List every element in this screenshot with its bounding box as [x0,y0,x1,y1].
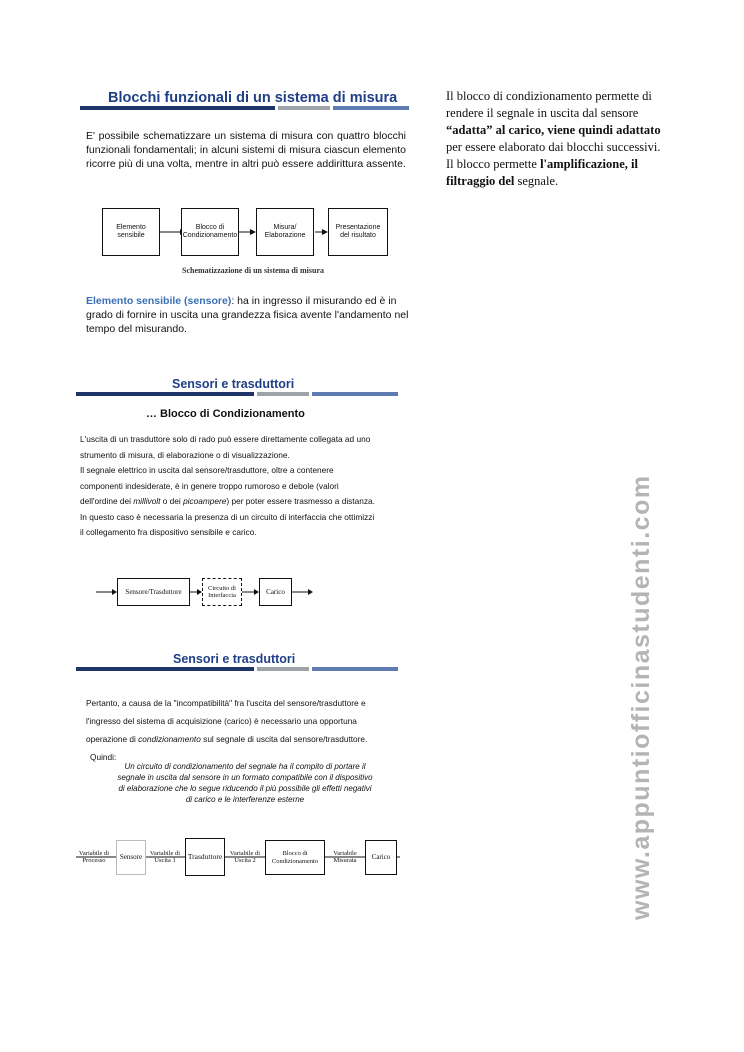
slide-2-line: strumento di misura, di elaborazione o di visualizzazione. [80,449,290,460]
slide-3-line: Quindi: [90,752,117,762]
slide-1-title: Blocchi funzionali di un sistema di misura [108,90,398,106]
box-carico: Carico [259,578,292,606]
box-blocco-condizionamento: Blocco di Condizionamento [181,208,239,256]
slide-3-line: operazione di condizionamento sul segnale di uscita dal sensore/trasduttore. [86,734,368,744]
quote-line: di elaborazione che lo segue riducendo il più possibile gli effetti negativi [118,784,372,793]
quote-line: di carico e le interferenze esterne [185,795,305,804]
quote-line: Un circuito di condizionamento del segnale ha il compito di portare il [124,762,366,771]
slide-2-line: dell'ordine dei millivolt o dei picoampere) per poter essere trasmesso a distanza. [80,496,375,506]
title-bar-steel [333,106,409,110]
slide-3-line: Pertanto, a causa de la "incompatibilità" fra l'uscita del sensore/trasduttore e [86,698,366,708]
slide-3-bar-gray [257,667,309,671]
slide-3-body [86,694,401,766]
diagram-caption: Schematizzazione di un sistema di misura [182,266,324,275]
slide-2-title: Sensori e trasduttori [172,377,295,391]
slide-2-line: Il segnale elettrico in uscita dal sensore/trasduttore, oltre a contenere [80,465,334,475]
chain-variabile-misurata: Variabile Misurata [333,849,357,864]
chain-trasduttore: Trasduttore [185,838,225,876]
slide-2-line: In questo caso è necessaria la presenza di un circuito di interfaccia che ottimizzi [80,511,375,522]
slide-1-definition [86,295,411,337]
side-text-2: per essere elaborato dai blocchi successivi. Il blocco permette [446,140,661,171]
chain-carico: Carico [365,840,397,875]
quote-line: segnale in uscita dal sensore in un formato compatibile con il dispositivo [117,773,373,782]
watermark-url: www.appuntiofficinastudenti.com [627,474,655,920]
slide-2-bar-navy [76,392,254,396]
slide-1-intro: E' possibile schematizzare un sistema di misura con quattro blocchi funzionali fondamentali; in alcuni sistemi di misura ciascun elemento ricorre più di una volta, mentre in altri può essere addirittura assente. [86,130,406,170]
definition-text: : ha in ingresso il misurando ed è in grado di fornire in uscita una grandezza fisica avente l'andamento nel tempo del misurando. [86,295,409,335]
slide-2-bar-steel [312,392,398,396]
chain-variabile-uscita-1: Variabile di Uscita 1 [149,849,181,864]
slide-2-subtitle: … Blocco di Condizionamento [146,408,305,420]
definition-term: Elemento sensibile (sensore) [86,295,232,307]
box-sensore-trasduttore: Sensore/Trasduttore [117,578,190,606]
chain-variabile-processo: Variabile di Processo [78,849,110,864]
box-misura-elaborazione: Misura/ Elaborazione [256,208,314,256]
box-circuito-interfaccia: Circuito di Interfaccia [202,578,242,606]
side-text-bold-1: “adatta” al carico, viene quindi adattato [446,123,661,137]
chain-sensore: Sensore [116,840,146,875]
box-elemento-sensibile: Elemento sensibile [102,208,160,256]
slide-3-title: Sensori e trasduttori [173,652,296,666]
title-bar-navy [80,106,275,110]
side-text-3: segnale. [514,174,559,188]
slide-3-bar-navy [76,667,254,671]
side-text-bold-2: l'amplificazione, il filtraggio del [446,157,638,188]
slide-2-line: L'uscita di un trasduttore solo di rado può essere direttamente collegata ad uno [80,434,371,444]
box-presentazione-risultato: Presentazione del risultato [328,208,388,256]
title-bar-gray [278,106,330,110]
side-paragraph [446,88,668,190]
slide-2-line: componenti indesiderate, è in genere troppo rumoroso e debole (valori [80,480,339,491]
slide-2-bar-gray [257,392,309,396]
chain-variabile-uscita-2: Variabile di Uscita 2 [229,849,261,864]
slide-3-line: l'ingresso del sistema di acquisizione (carico) è necessario una opportuna [86,716,357,726]
chain-blocco-condizionamento: Blocco di Condizionamento [265,840,325,875]
slide-2-body [80,432,400,541]
slide-2-line: il collegamento fra dispositivo sensibile e carico. [80,527,257,537]
side-text-1: Il blocco di condizionamento permette di rendere il segnale in uscita dal sensore [446,89,652,120]
slide-3-quote [90,761,400,805]
slide-3-bar-steel [312,667,398,671]
